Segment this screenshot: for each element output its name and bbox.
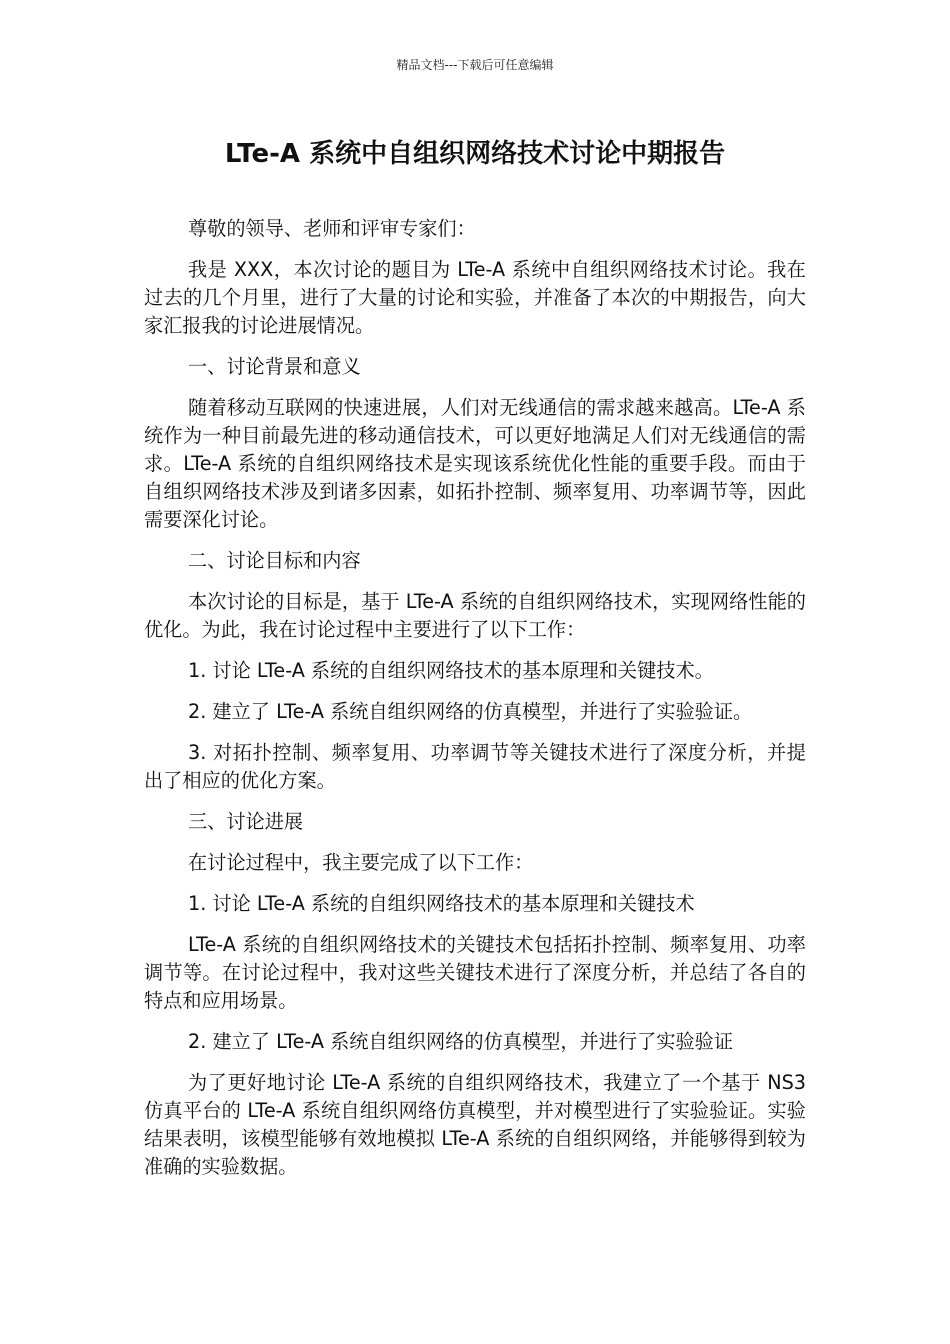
progress-item-2-paragraph: 为了更好地讨论 LTe-A 系统的自组织网络技术，我建立了一个基于 NS3 仿真平台的 LTe-A 系统自组织网络仿真模型，并对模型进行了实验验证。实验结果表明，该模型能够有效地模拟 LTe-A 系统的自组织网络，并能够得到较为准确的实验数据。 (144, 1071, 806, 1178)
goals-paragraph: 本次讨论的目标是，基于 LTe-A 系统的自组织网络技术，实现网络性能的优化。为此，我在讨论过程中主要进行了以下工作： (144, 590, 806, 641)
progress-item-2-heading: 2. 建立了 LTe-A 系统自组织网络的仿真模型，并进行了实验验证 (188, 1030, 734, 1053)
intro-paragraph: 我是 XXX，本次讨论的题目为 LTe-A 系统中自组织网络技术讨论。我在过去的几个月里，进行了大量的讨论和实验，并准备了本次的中期报告，向大家汇报我的讨论进展情况。 (144, 258, 806, 337)
progress-item-1-paragraph: LTe-A 系统的自组织网络技术的关键技术包括拓扑控制、频率复用、功率调节等。在讨论过程中，我对这些关键技术进行了深度分析，并总结了各自的特点和应用场景。 (144, 933, 806, 1012)
section-heading-goals: 二、讨论目标和内容 (188, 549, 361, 572)
document-body (144, 215, 806, 1194)
progress-intro-paragraph: 在讨论过程中，我主要完成了以下工作： (188, 851, 534, 874)
background-paragraph: 随着移动互联网的快速进展，人们对无线通信的需求越来越高。LTe-A 系统作为一种目前最先进的移动通信技术，可以更好地满足人们对无线通信的需求。LTe-A 系统的自组织网络技术是实现该系统优化性能的重要手段。而由于自组织网络技术涉及到诸多因素，如拓扑控制、频率复用、功率调节等，因此需要深化讨论。 (144, 396, 806, 531)
goals-item-3: 3. 对拓扑控制、频率复用、功率调节等关键技术进行了深度分析，并提出了相应的优化方案。 (144, 741, 806, 792)
goals-item-1: 1. 讨论 LTe-A 系统的自组织网络技术的基本原理和关键技术。 (188, 659, 714, 682)
page-header-note: 精品文档---下载后可任意编辑 (396, 58, 554, 72)
progress-item-1-heading: 1. 讨论 LTe-A 系统的自组织网络技术的基本原理和关键技术 (188, 892, 695, 915)
document-title: LTe-A 系统中自组织网络技术讨论中期报告 (224, 139, 726, 169)
salutation-paragraph: 尊敬的领导、老师和评审专家们： (188, 217, 476, 240)
section-heading-background: 一、讨论背景和意义 (188, 355, 361, 378)
goals-item-2: 2. 建立了 LTe-A 系统自组织网络的仿真模型，并进行了实验验证。 (188, 700, 753, 723)
section-heading-progress: 三、讨论进展 (188, 810, 304, 833)
